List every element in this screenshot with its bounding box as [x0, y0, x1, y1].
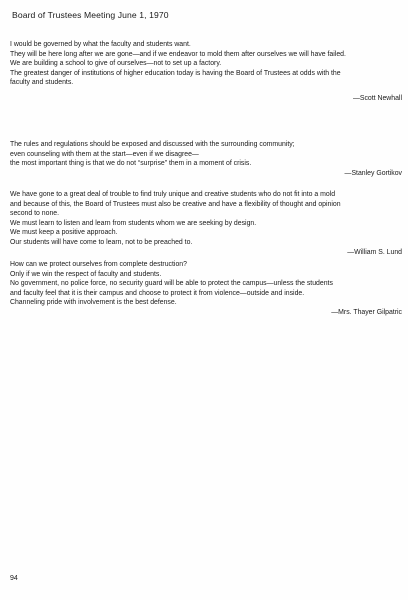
quote-line: Channeling pride with involvement is the best defense. — [10, 299, 177, 307]
quote-block — [10, 40, 402, 104]
quote-line: and faculty feel that it is their campus and choose to protect it from violence—outside and inside. — [10, 289, 305, 297]
quote-line: Our students will have come to learn, not to be preached to. — [10, 238, 193, 246]
quote-line: We have gone to a great deal of trouble to find truly unique and creative students who do not fit into a mold — [10, 191, 336, 198]
quote-line: faculty and students. — [10, 79, 74, 87]
quote-line: even counseling with them at the start—even if we disagree— — [10, 150, 199, 158]
page-number: 94 — [10, 575, 18, 582]
page-title: Board of Trustees Meeting June 1, 1970 — [12, 10, 169, 20]
quote-line: Only if we win the respect of faculty and students. — [10, 270, 162, 278]
quote-line: The greatest danger of institutions of higher education today is having the Board of Trustees at odds with the — [10, 69, 341, 77]
quote-attribution: —William S. Lund — [347, 248, 402, 256]
quote-line: How can we protect ourselves from complete destruction? — [10, 261, 187, 268]
quote-line: We must keep a positive approach. — [10, 229, 118, 237]
quote-line: We must learn to listen and learn from students whom we are seeking by design. — [10, 219, 257, 227]
quote-line: second to none. — [10, 210, 60, 218]
quote-block — [10, 260, 402, 318]
quote-block — [10, 140, 402, 178]
quote-line: We are building a school to give of ourselves—not to set up a factory. — [10, 60, 222, 68]
quote-line: They will be here long after we are gone—and if we endeavor to mold them after ourselves we will have failed. — [10, 50, 346, 58]
quote-line: The rules and regulations should be exposed and discussed with the surrounding community; — [10, 141, 295, 148]
quote-line: I would be governed by what the faculty and students want. — [10, 41, 191, 48]
quote-attribution: —Mrs. Thayer Gilpatric — [331, 308, 402, 316]
quote-line: and because of this, the Board of Trustees must also be creative and have a flexibility of thought and opinion — [10, 200, 341, 208]
quote-block — [10, 190, 402, 257]
quote-line: the most important thing is that we do not “surprise” them in a moment of crisis. — [10, 160, 252, 168]
quote-attribution: —Scott Newhall — [352, 94, 402, 102]
quote-attribution: —Stanley Gortikov — [344, 169, 402, 177]
quote-line: No government, no police force, no security guard will be able to protect the campus—unless the students — [10, 280, 333, 288]
